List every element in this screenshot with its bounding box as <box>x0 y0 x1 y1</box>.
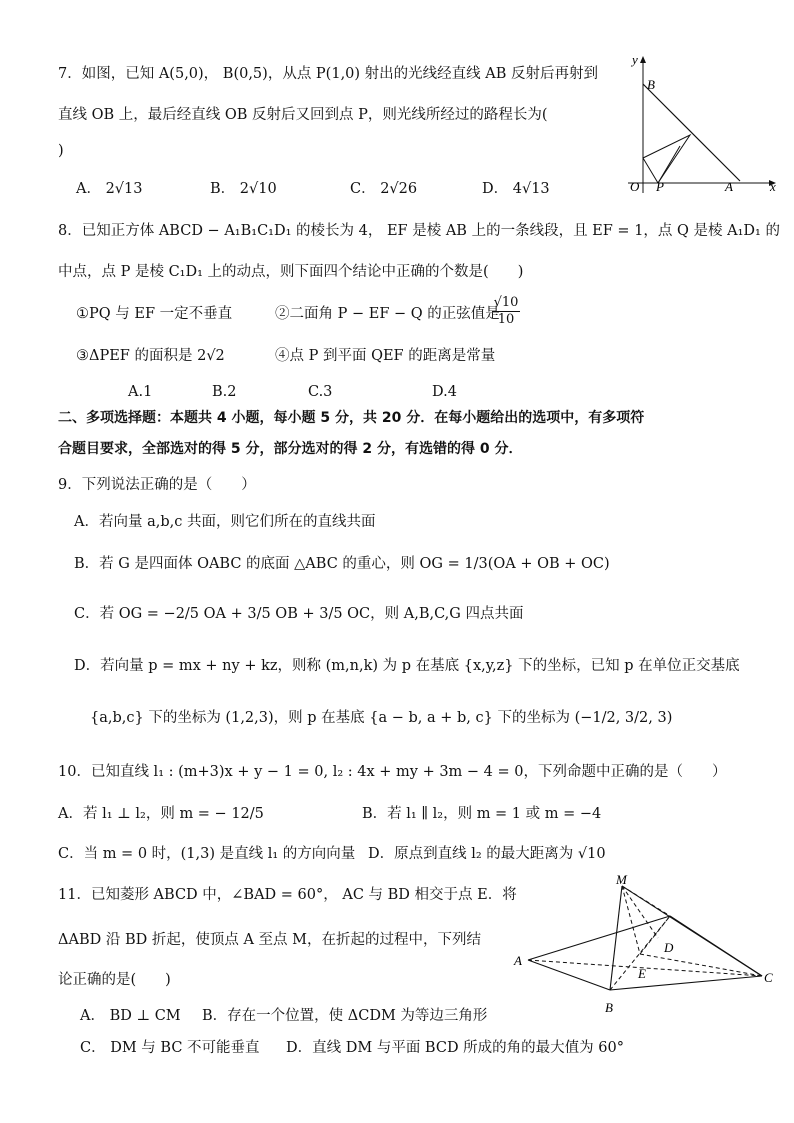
label-x: x <box>770 179 776 194</box>
fraction-numerator: √10 <box>493 295 519 310</box>
q10-option-b: B．若 l₁ ∥ l₂，则 m = 1 或 m = −4 <box>362 806 602 822</box>
label-d: D <box>664 940 674 955</box>
q7-stem-line2: 直线 OB 上，最后经直线 OB 反射后又回到点 P，则光线所经过的路程长为( <box>58 107 548 123</box>
section2-heading-line2: 合题目要求，全部选对的得 5 分，部分选对的得 2 分，有选错的得 0 分． <box>58 441 523 457</box>
q7-choice-d: D． 4√13 <box>482 181 550 197</box>
edge-m-mid <box>622 886 658 938</box>
q8-stem-line2: 中点，点 P 是棱 C₁D₁ 上的动点，则下面四个结论中正确的个数是( ) <box>58 264 524 280</box>
q7-choice-c: C． 2√26 <box>350 181 418 197</box>
q10-option-c: C．当 m = 0 时，(1,3) 是直线 l₁ 的方向向量 <box>58 846 356 862</box>
label-a: A <box>514 953 522 968</box>
label-e: E <box>638 966 646 981</box>
q7-stem-line1: 7．如图，已知 A(5,0)， B(0,5)，从点 P(1,0) 射出的光线经直线 AB 反射后再射到 <box>58 66 599 82</box>
q7-stem-line3: ) <box>58 143 64 159</box>
q11-stem-line3: 论正确的是( ) <box>58 972 171 988</box>
line-ab <box>643 84 740 181</box>
q10-option-a: A．若 l₁ ⊥ l₂，则 m = − 12/5 <box>58 806 264 822</box>
label-a: A <box>725 179 733 194</box>
q8-statement-3: ③ΔPEF 的面积是 2√2 <box>76 348 225 364</box>
q9-option-d-line2: {a,b,c} 下的坐标为 (1,2,3)，则 p 在基底 {a − b, a + b, c} 下的坐标为 (−1/2, 3/2, 3) <box>90 710 673 726</box>
label-c: C <box>764 970 773 985</box>
label-b: B <box>647 77 655 92</box>
q11-option-b: B．存在一个位置，使 ΔCDM 为等边三角形 <box>202 1008 488 1024</box>
section2-heading-line1: 二、多项选择题：本题共 4 小题，每小题 5 分，共 20 分．在每小题给出的选项中，有多项符 <box>58 410 645 426</box>
q9-stem: 9．下列说法正确的是（ ） <box>58 477 256 493</box>
q8-statement-4: ④点 P 到平面 QEF 的距离是常量 <box>275 348 496 364</box>
y-axis-arrow <box>640 56 646 63</box>
q7-choice-b: B． 2√10 <box>210 181 277 197</box>
q10-option-d: D．原点到直线 l₂ 的最大距离为 √10 <box>368 846 606 862</box>
light-path <box>643 135 690 183</box>
q11-stem-line2: ΔABD 沿 BD 折起，使顶点 A 至点 M，在折起的过程中，下列结 <box>58 932 481 948</box>
label-y: y <box>632 52 638 67</box>
edge-ad <box>528 916 670 960</box>
q8-choice-b: B.2 <box>212 384 237 400</box>
edge-ec <box>640 954 762 976</box>
q8-statement-2: ②二面角 P − EF − Q 的正弦值是 <box>275 306 500 322</box>
q11-option-a: A． BD ⊥ CM <box>80 1008 181 1024</box>
q7-coordinate-figure <box>610 50 785 200</box>
label-p: P <box>656 179 664 194</box>
q9-option-d-line1: D．若向量 p = mx + ny + kz，则称 (m,n,k) 为 p 在基底 {x,y,z} 下的坐标，已知 p 在单位正交基底 <box>74 658 740 674</box>
edge-md <box>622 886 670 916</box>
q11-option-d: D．直线 DM 与平面 BCD 所成的角的最大值为 60° <box>286 1040 624 1056</box>
q11-rhombus-fold-figure <box>510 872 780 1022</box>
q10-stem: 10．已知直线 l₁ : (m+3)x + y − 1 = 0, l₂ : 4x + my + 3m − 4 = 0，下列命题中正确的是（ ） <box>58 764 727 780</box>
edge-ab <box>528 960 610 990</box>
q11-stem-line1: 11．已知菱形 ABCD 中，∠BAD = 60°， AC 与 BD 相交于点 E．将 <box>58 887 517 903</box>
q9-option-a: A．若向量 a,b,c 共面，则它们所在的直线共面 <box>74 514 376 530</box>
label-m: M <box>616 872 627 887</box>
edge-bc <box>610 976 762 990</box>
light-path-inner <box>658 146 680 183</box>
q9-option-c: C．若 OG = −2/5 OA + 3/5 OB + 3/5 OC，则 A,B,C,G 四点共面 <box>74 606 524 622</box>
label-o: O <box>630 179 640 194</box>
q8-choice-d: D.4 <box>432 384 457 400</box>
q8-stem-line1: 8．已知正方体 ABCD − A₁B₁C₁D₁ 的棱长为 4， EF 是棱 AB 上的一条线段，且 EF = 1，点 Q 是棱 A₁D₁ 的 <box>58 223 780 239</box>
q9-option-b: B．若 G 是四面体 OABC 的底面 △ABC 的重心，则 OG = 1/3(OA + OB + OC) <box>74 556 610 572</box>
q7-choice-a: A． 2√13 <box>76 181 143 197</box>
fraction-denominator: 10 <box>492 311 520 328</box>
q8-choice-a: A.1 <box>128 384 153 400</box>
edge-mb <box>610 886 622 990</box>
q11-option-c: C． DM 与 BC 不可能垂直 <box>80 1040 260 1056</box>
q8-statement-1: ①PQ 与 EF 一定不垂直 <box>76 306 233 322</box>
label-b: B <box>605 1000 613 1015</box>
q8-statement-2-fraction <box>492 295 520 328</box>
q8-choice-c: C.3 <box>308 384 333 400</box>
